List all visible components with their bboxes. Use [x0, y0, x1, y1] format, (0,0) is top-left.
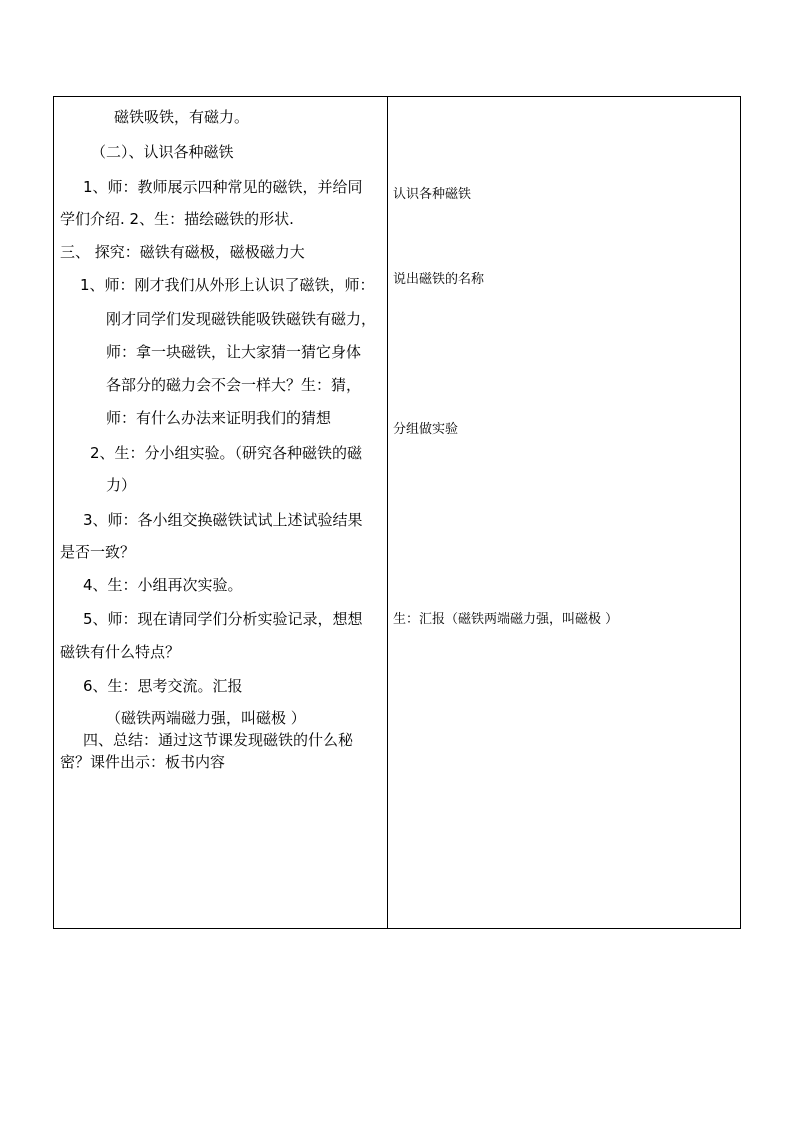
left-line: 2、生：分小组实验。（研究各种磁铁的磁: [90, 444, 363, 462]
column-divider: [387, 97, 388, 928]
right-line: 生：汇报（磁铁两端磁力强，叫磁极 ）: [393, 612, 619, 627]
right-line: 分组做实验: [393, 422, 459, 437]
left-line: 6、生：思考交流。汇报: [83, 677, 243, 695]
left-line: 1、师：教师展示四种常见的磁铁，并给同: [83, 178, 363, 196]
left-line: 力）: [106, 476, 137, 494]
left-line: 学们介绍. 2、生：描绘磁铁的形状.: [60, 210, 294, 228]
left-line: 各部分的磁力会不会一样大？生：猜，: [106, 376, 362, 394]
left-line: 刚才同学们发现磁铁能吸铁磁铁有磁力，: [106, 310, 377, 328]
left-line: 1、师：刚才我们从外形上认识了磁铁，师：: [80, 276, 375, 294]
left-line: （二）、认识各种磁铁: [91, 143, 234, 161]
left-line: 4、生：小组再次实验。: [83, 576, 243, 594]
left-line: 四、总结：通过这节课发现磁铁的什么秘: [83, 731, 354, 749]
lesson-table: [53, 96, 741, 929]
left-line: 磁铁吸铁，有磁力。: [114, 108, 250, 126]
left-line: 三、 探究：磁铁有磁极，磁极磁力大: [60, 243, 305, 261]
left-line: 5、师：现在请同学们分析实验记录，想想: [83, 610, 363, 628]
left-line: 密？课件出示：板书内容: [60, 753, 226, 771]
left-line: 师：有什么办法来证明我们的猜想: [106, 409, 332, 427]
left-line: （磁铁两端磁力强，叫磁极 ）: [106, 709, 306, 727]
left-line: 3、师：各小组交换磁铁试试上述试验结果: [83, 511, 363, 529]
right-line: 说出磁铁的名称: [393, 272, 485, 287]
left-line: 师：拿一块磁铁，让大家猜一猜它身体: [106, 343, 362, 361]
left-line: 磁铁有什么特点？: [60, 643, 181, 661]
left-line: 是否一致？: [60, 543, 136, 561]
right-line: 认识各种磁铁: [393, 187, 472, 202]
